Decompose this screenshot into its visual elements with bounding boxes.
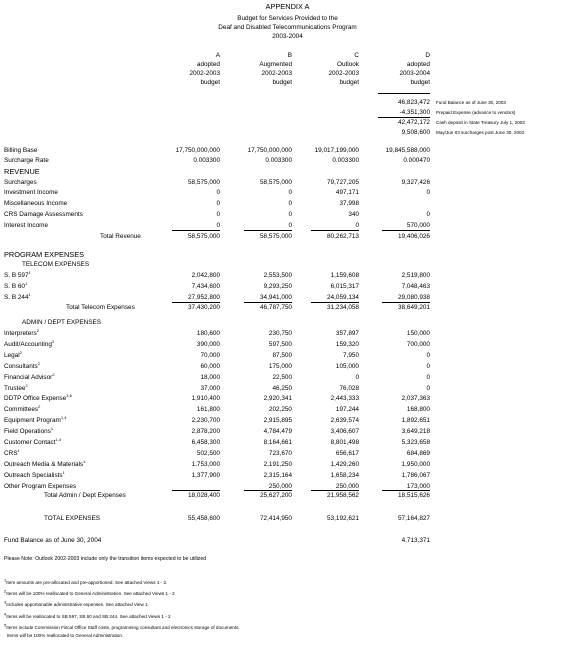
- footnote-ref: 1: [24, 280, 28, 286]
- cell-c: 7,950: [343, 352, 359, 359]
- footnote-ref: 2: [25, 382, 28, 388]
- cell-d: 1,950,000: [401, 461, 430, 468]
- cell-c: 1,429,260: [330, 461, 359, 468]
- cell-c: 24,059,134: [327, 294, 359, 301]
- row-label: CRS Damage Assessments: [4, 211, 83, 218]
- cell-a: 2,230,700: [191, 417, 220, 424]
- row-label: Financial Advisor$^2$: [4, 371, 55, 381]
- cell-c: 2,443,333: [330, 395, 359, 402]
- cell-b: 58,575,000: [260, 233, 292, 240]
- cell-c: 0: [355, 374, 359, 381]
- footnote-ref: 1,4: [55, 436, 62, 442]
- cell-c: 80,262,713: [327, 233, 359, 240]
- row-label: Customer Contact$^{1,4}$: [4, 436, 62, 446]
- col-a-line3: budget: [200, 79, 220, 86]
- cell-c: 6,015,317: [330, 283, 359, 290]
- footnote-ref: 2: [37, 360, 40, 366]
- footnote-ref: 2: [51, 338, 55, 344]
- cell-d: 570,000: [406, 222, 430, 229]
- row-label: Field Operations$^1$: [4, 425, 54, 435]
- cell-a: 37,000: [200, 385, 220, 392]
- col-d-line3: budget: [410, 79, 430, 86]
- cell-a: 180,600: [196, 330, 220, 337]
- surcharges-post-note: May/Jun 03 surcharges post June 30, 2003: [436, 130, 525, 135]
- cell-c: 105,000: [335, 363, 359, 370]
- cell-d: 18,515,626: [398, 492, 430, 499]
- cell-d: 19,845,588,000: [385, 147, 430, 154]
- cell-b: 4,784,479: [263, 428, 292, 435]
- cell-d: 0: [426, 352, 430, 359]
- footnote-ref: 1,4: [60, 414, 67, 420]
- footnote-ref: 3,6: [66, 392, 72, 398]
- row-label: Total Telecom Expenses: [66, 304, 135, 311]
- admin-heading: ADMIN / DEPT EXPENSES: [22, 319, 102, 326]
- cell-a: 161,800: [196, 406, 220, 413]
- footnote: $^2$Items will be 100% reallocated to General Administration. See attached Views 1 - 2: [4, 588, 175, 596]
- cell-c: 0.003300: [332, 157, 359, 164]
- cell-d: 2,037,363: [401, 395, 430, 402]
- cell-a: 60,000: [200, 363, 220, 370]
- cell-d: 1,892,651: [401, 417, 430, 424]
- cell-b: 2,191,250: [263, 461, 292, 468]
- cell-b: 0: [288, 211, 292, 218]
- col-d-line2: 2003-2004: [399, 70, 430, 77]
- col-c-line1: Outlook: [336, 61, 359, 68]
- cell-b: 2,915,895: [263, 417, 292, 424]
- cell-d: 5,323,658: [401, 439, 430, 446]
- cell-d: 0.000470: [403, 157, 430, 164]
- cell-a: 1,910,400: [191, 395, 220, 402]
- cell-a: 0: [216, 222, 220, 229]
- footnote-ref: 2: [36, 327, 39, 333]
- row-label: Interpreters$^2$: [4, 327, 39, 337]
- cell-b: 0: [288, 200, 292, 207]
- row-label: TOTAL EXPENSES: [44, 515, 100, 522]
- cell-d: 9,327,426: [401, 179, 430, 186]
- appendix-label: APPENDIX A: [265, 2, 310, 11]
- cell-a: 18,000: [200, 374, 220, 381]
- row-label: DDTP Office Expense$^{3,6}$: [4, 392, 72, 402]
- footnote-ref: 2: [52, 371, 55, 377]
- row-label: Surcharge Rate: [4, 157, 49, 164]
- cell-d: 2,519,800: [401, 272, 430, 279]
- cell-b: 0: [288, 189, 292, 196]
- prepaid-value: -4,351,300: [399, 109, 430, 116]
- footnote-ref: 2: [19, 349, 22, 355]
- cell-d: 0: [426, 189, 430, 196]
- footnote-ref: 1: [17, 447, 20, 453]
- please-note: Please Note: Outlook 2002-2003 include only the transition items expected to be utilized: [4, 556, 207, 562]
- row-label: S. B $60^1$: [4, 280, 28, 290]
- footnote-ref: 1: [50, 425, 54, 431]
- cell-c: 31,234,058: [327, 304, 359, 311]
- cell-b: 2,315,164: [263, 472, 292, 479]
- cell-a: 0: [216, 211, 220, 218]
- row-label: Outreach Specialists$^1$: [4, 469, 65, 479]
- cell-c: 37,998: [339, 200, 359, 207]
- row-label: Other Program Expenses: [4, 483, 77, 490]
- title-line-1: Budget for Services Provided to the: [237, 15, 338, 22]
- footnote-ref: 1: [62, 469, 65, 475]
- row-label: Audit/Accounting$^2$: [4, 338, 55, 348]
- footnote-ref: 1: [83, 458, 86, 464]
- cell-b: 9,293,250: [263, 283, 292, 290]
- cell-c: 656,617: [335, 450, 359, 457]
- cell-c: 21,958,562: [327, 492, 359, 499]
- cell-d: 38,649,201: [398, 304, 430, 311]
- cell-c: 0: [355, 222, 359, 229]
- cell-d: 684,869: [406, 450, 430, 457]
- cell-c: 2,639,574: [330, 417, 359, 424]
- cell-d: 7,048,463: [401, 283, 430, 290]
- telecom-heading: TELECOM EXPENSES: [22, 261, 90, 268]
- cell-d: 0: [426, 211, 430, 218]
- cell-a: 55,458,600: [188, 515, 220, 522]
- row-label: Equipment Program$^{1,4}$: [4, 414, 67, 424]
- row-label: Interest Income: [4, 222, 49, 229]
- title-line-3: 2003-2004: [272, 33, 303, 40]
- cell-c: 250,000: [335, 483, 359, 490]
- cell-d: 19,406,026: [398, 233, 430, 240]
- cash-deposit-note: Cash deposit in State Treasury July 1, 2003: [436, 120, 525, 125]
- row-label: Miscellaneous Income: [4, 200, 68, 207]
- cell-b: 0: [288, 222, 292, 229]
- cell-b: 46,787,750: [260, 304, 292, 311]
- cash-deposit-value: 42,472,172: [398, 119, 430, 126]
- footnote: $^4$Items will be reallocated to SB 597, SB 60 and SB 244. See attached Views 1 - 2: [4, 611, 171, 619]
- footnote-ref: 1: [28, 269, 31, 275]
- cell-c: 340: [348, 211, 359, 218]
- cell-b: 17,750,000,000: [247, 147, 292, 154]
- row-label: Outreach Media & Materials$^1$: [4, 458, 86, 468]
- col-b-line2: 2002-2003: [261, 70, 292, 77]
- cell-b: 87,500: [272, 352, 292, 359]
- cell-a: 18,028,400: [188, 492, 220, 499]
- cell-b: 34,941,000: [260, 294, 292, 301]
- fund-balance-value: 46,823,472: [398, 99, 430, 106]
- fund-balance-note: Fund Balance as of June 30, 2003: [436, 100, 506, 105]
- row-label: S. B $244^1$: [4, 291, 31, 301]
- cell-c: 497,171: [335, 189, 359, 196]
- footnote: $^1$Item amounts are pre-allocated and pre-apportioned. See attached Views 1 - 2.: [4, 577, 168, 585]
- revenue-heading: REVENUE: [4, 167, 40, 176]
- cell-a: 37,430,200: [188, 304, 220, 311]
- row-label: Legal$^2$: [4, 349, 22, 359]
- divider: [378, 93, 430, 94]
- col-c-line2: 2002-2003: [328, 70, 359, 77]
- cell-b: 2,920,341: [263, 395, 292, 402]
- cell-a: 7,434,600: [191, 283, 220, 290]
- col-c-letter: C: [354, 52, 359, 59]
- cell-c: 19,017,199,000: [314, 147, 359, 154]
- cell-a: 2,042,800: [191, 272, 220, 279]
- col-b-line3: budget: [272, 79, 292, 86]
- row-label: S. B $597^1$: [4, 269, 31, 279]
- cell-b: 723,670: [268, 450, 292, 457]
- cell-a: 0: [216, 189, 220, 196]
- cell-b: 22,500: [272, 374, 292, 381]
- cell-a: 2,878,200: [191, 428, 220, 435]
- cell-c: 76,028: [339, 385, 359, 392]
- cell-c: 79,727,205: [327, 179, 359, 186]
- row-label: Consultants$^2$: [4, 360, 40, 370]
- cell-b: 72,414,950: [260, 515, 292, 522]
- cell-a: 17,750,000,000: [175, 147, 220, 154]
- cell-d: 173,000: [406, 483, 430, 490]
- cell-c: 1,658,234: [330, 472, 359, 479]
- footnote-ref: 1: [28, 291, 31, 297]
- cell-a: 0.003300: [193, 157, 220, 164]
- row-label: Trustee$^2$: [4, 382, 28, 392]
- cell-a: 390,000: [196, 341, 220, 348]
- footnote-ref: 2: [38, 403, 41, 409]
- col-a-line1: adopted: [196, 61, 220, 68]
- cell-c: 1,159,608: [330, 272, 359, 279]
- cell-c: 3,406,607: [330, 428, 359, 435]
- col-d-line1: adopted: [406, 61, 430, 68]
- cell-b: 250,000: [268, 483, 292, 490]
- col-b-line1: Augmented: [259, 61, 292, 68]
- footnote: Items will be 100% reallocated to General Administration.: [7, 633, 124, 638]
- col-a-line2: 2002-2003: [189, 70, 220, 77]
- cell-a: 27,952,800: [188, 294, 220, 301]
- cell-b: 8,164,661: [263, 439, 292, 446]
- cell-d: 57,164,827: [398, 515, 430, 522]
- cell-d: 700,000: [406, 341, 430, 348]
- col-a-letter: A: [215, 52, 220, 59]
- cell-c: 53,192,621: [327, 515, 359, 522]
- cell-d: 3,649,218: [401, 428, 430, 435]
- footnote: $^5$Items include Commission Fiscal Office Staff costs, programming consultant and electronics storage of documents.: [4, 622, 240, 630]
- cell-d: 1,786,067: [401, 472, 430, 479]
- col-d-letter: D: [425, 52, 430, 59]
- cell-d: 0: [426, 363, 430, 370]
- cell-d: 0: [426, 374, 430, 381]
- col-b-letter: B: [287, 52, 292, 59]
- cell-b: 25,627,200: [260, 492, 292, 499]
- program-expenses-heading: PROGRAM EXPENSES: [4, 250, 85, 259]
- row-label: Investment Income: [4, 189, 58, 196]
- row-label: Committees$^2$: [4, 403, 41, 413]
- row-label: Total Revenue: [100, 233, 141, 240]
- row-label: Total Admin / Dept Expenses: [44, 492, 126, 499]
- cell-b: 2,553,500: [263, 272, 292, 279]
- row-label: Fund Balance as of June 30, 2004: [4, 537, 102, 544]
- prepaid-note: Prepaid Expense (advance to vendors): [436, 110, 516, 115]
- cell-a: 6,458,300: [191, 439, 220, 446]
- row-label: Billing Base: [4, 147, 38, 154]
- divider: [382, 230, 430, 231]
- cell-b: 58,575,000: [260, 179, 292, 186]
- cell-b: 597,500: [268, 341, 292, 348]
- divider: [172, 230, 220, 231]
- cell-c: 357,897: [335, 330, 359, 337]
- row-label: Surcharges: [4, 179, 37, 186]
- cell-a: 58,575,000: [188, 179, 220, 186]
- cell-d: 4,713,371: [401, 537, 430, 544]
- cell-d: 0: [426, 385, 430, 392]
- cell-b: 0.003300: [265, 157, 292, 164]
- cell-c: 197,244: [335, 406, 359, 413]
- cell-b: 202,250: [268, 406, 292, 413]
- cell-c: 8,801,498: [330, 439, 359, 446]
- cell-a: 0: [216, 200, 220, 207]
- title-line-2: Deaf and Disabled Telecommunications Program: [218, 24, 357, 31]
- cell-a: 502,500: [196, 450, 220, 457]
- cell-b: 175,000: [268, 363, 292, 370]
- cell-d: 150,000: [406, 330, 430, 337]
- divider: [311, 230, 359, 231]
- row-label: CRS$^1$: [4, 447, 20, 457]
- cell-a: 70,000: [200, 352, 220, 359]
- cell-b: 230,750: [268, 330, 292, 337]
- cell-a: 1,753,000: [191, 461, 220, 468]
- cell-b: 46,250: [272, 385, 292, 392]
- cell-d: 168,800: [406, 406, 430, 413]
- cell-c: 159,320: [335, 341, 359, 348]
- footnote: $^3$Includes apportionable administrative expenses. See attached View 1.: [4, 599, 149, 607]
- col-c-line3: budget: [339, 79, 359, 86]
- surcharges-post-value: 9,508,600: [401, 129, 430, 136]
- cell-a: 58,575,000: [188, 233, 220, 240]
- cell-d: 29,080,938: [398, 294, 430, 301]
- cell-a: 1,377,900: [191, 472, 220, 479]
- divider: [244, 230, 292, 231]
